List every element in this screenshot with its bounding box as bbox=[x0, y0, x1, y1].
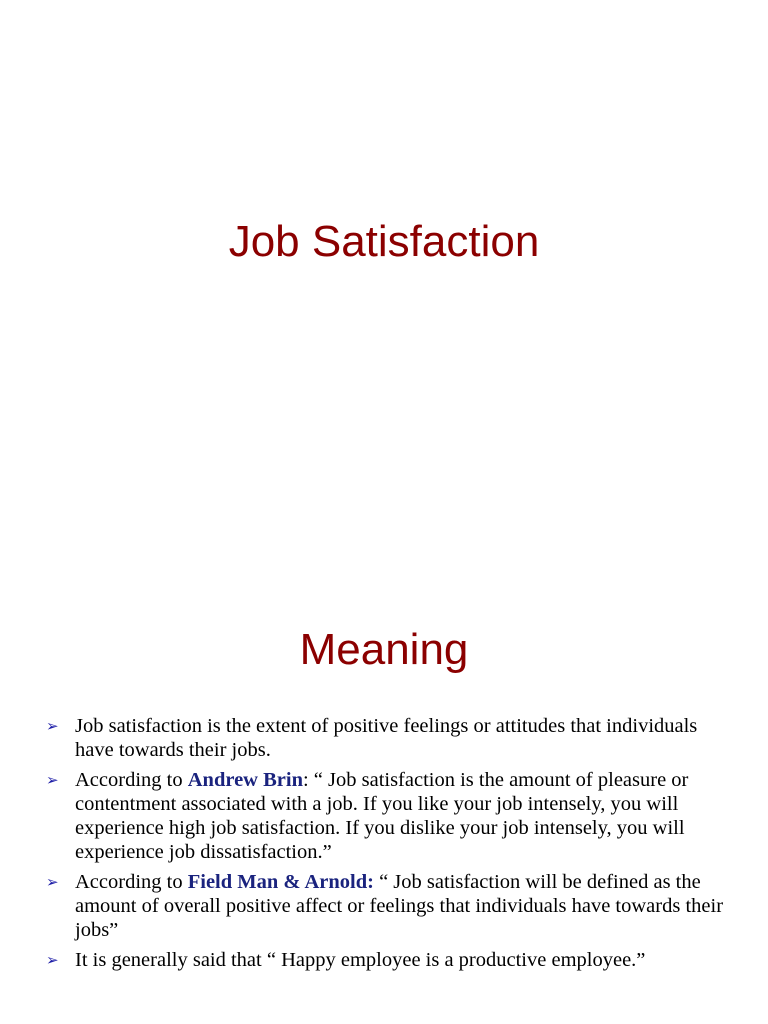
bullet-text-prefix: According to bbox=[75, 769, 188, 791]
bullet-text-prefix: According to bbox=[75, 871, 188, 893]
arrow-bullet-icon: ➢ bbox=[46, 951, 59, 969]
author-name: Andrew Brin bbox=[187, 769, 303, 791]
author-name: Field Man & Arnold: bbox=[187, 871, 374, 893]
bullet-list bbox=[46, 714, 736, 972]
bullet-item-andrew-brin bbox=[46, 768, 736, 864]
bullet-text: It is generally said that “ Happy employee is a productive employee.” bbox=[75, 949, 646, 971]
bullet-text: Job satisfaction is the extent of positive feelings or attitudes that individuals have towards their jobs. bbox=[75, 715, 698, 761]
arrow-bullet-icon: ➢ bbox=[46, 771, 59, 789]
bullet-item-definition bbox=[46, 714, 736, 762]
slide-title: Meaning bbox=[299, 625, 469, 674]
arrow-bullet-icon: ➢ bbox=[46, 873, 59, 891]
arrow-bullet-icon: ➢ bbox=[46, 717, 59, 735]
bullet-text: : “ Job satisfaction is the amount of pleasure or contentment associated with a job. If you like your job intensely, you will experience high job satisfaction. If you dislike your job intensely, you will experience job dissatisfaction.” bbox=[75, 769, 689, 863]
bullet-text: “ Job satisfaction will be defined as the amount of overall positive affect or feelings that individuals have towards their jobs” bbox=[75, 871, 724, 941]
slide-title: Job Satisfaction bbox=[228, 217, 540, 266]
bullet-item-happy-employee bbox=[46, 948, 736, 972]
bullet-item-field-man-arnold bbox=[46, 870, 736, 942]
slide-meaning bbox=[0, 560, 768, 1024]
